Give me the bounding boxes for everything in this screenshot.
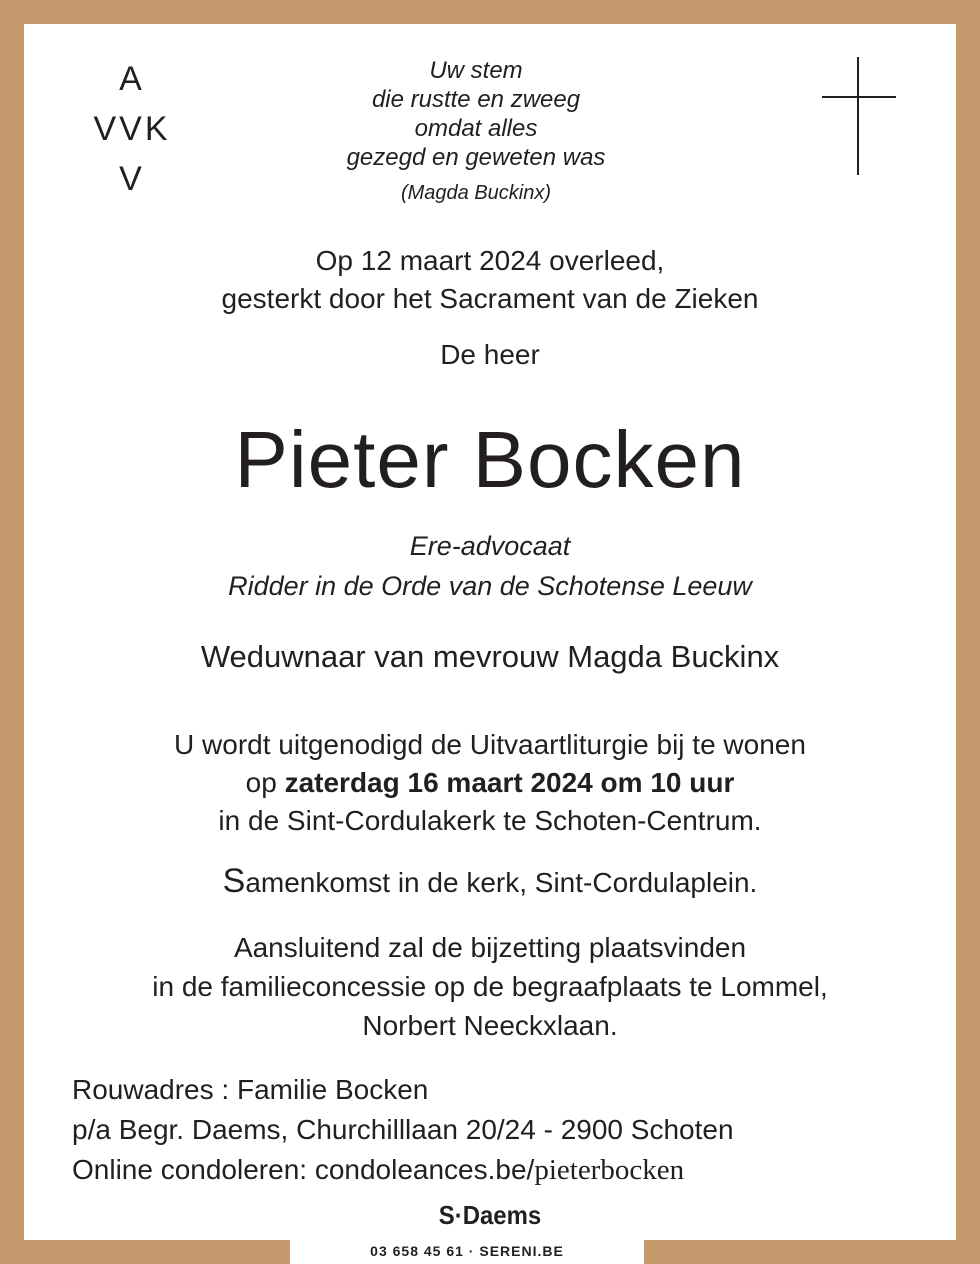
ceremony-date-line [24, 764, 956, 802]
poem-author: (Magda Buckinx) [400, 182, 552, 204]
ceremony-line: U wordt uitgenodigd de Uitvaartliturgie bij te wonen [174, 729, 806, 760]
deceased-name: Pieter Bocken [234, 415, 746, 504]
funeral-home-footer [290, 1240, 644, 1262]
ceremony-location: in de Sint-Cordulakerk te Schoten-Centrum. [218, 805, 762, 836]
burial-line: in de familieconcessie op de begraafplaats te Lommel, [152, 971, 828, 1002]
announcement-line: gesterkt door het Sacrament van de Zieken [221, 283, 759, 314]
burial-line: Norbert Neeckxlaan. [362, 1010, 618, 1041]
ceremony-datetime: zaterdag 16 maart 2024 om 10 uur [284, 767, 735, 798]
burial-line: Aansluitend zal de bijzetting plaatsvinden [233, 932, 747, 963]
obituary-card [24, 24, 956, 1240]
ceremony-invitation [24, 726, 956, 840]
monogram-line: A [119, 60, 145, 98]
condolence-slug[interactable]: pieterbocken [534, 1154, 685, 1186]
poem-line: Uw stem [429, 57, 523, 84]
contact-block [72, 1070, 932, 1190]
widower-line: Weduwnaar van mevrouw Magda Buckinx [200, 639, 780, 674]
care-of-address: p/a Begr. Daems, Churchilllaan 20/24 - 2900 Schoten [72, 1114, 734, 1145]
gathering-initial: S [222, 862, 246, 900]
death-announcement [24, 242, 956, 318]
announcement-line: Op 12 maart 2024 overleed, [315, 245, 665, 276]
website: SERENI.BE [479, 1243, 564, 1259]
funeral-home-logo: S·Daems [438, 1200, 542, 1230]
phone-number: 03 658 45 61 [370, 1243, 464, 1259]
cross-horizontal [822, 96, 896, 98]
footer-separator: · [468, 1243, 475, 1259]
condolence-prefix[interactable]: Online condoleren: condoleances.be/ [72, 1154, 535, 1185]
title-line: Ere-advocaat [409, 531, 571, 561]
poem-line: gezegd en geweten was [346, 144, 606, 171]
online-condolence[interactable] [72, 1150, 932, 1190]
mourning-address: Rouwadres : Familie Bocken [72, 1074, 429, 1105]
gathering-text: amenkomst in de kerk, Sint-Cordulaplein. [245, 867, 758, 898]
title-line: Ridder in de Orde van de Schotense Leeuw [228, 571, 752, 601]
burial-info [24, 928, 956, 1045]
avvkv-monogram [84, 54, 180, 204]
salutation: De heer [440, 339, 540, 370]
deceased-titles [24, 526, 956, 606]
poem [274, 56, 678, 172]
cross-vertical [857, 57, 859, 175]
gathering-line [24, 862, 956, 902]
poem-line: die rustte en zweeg [371, 86, 581, 113]
poem-line: omdat alles [414, 115, 538, 142]
monogram-line: VVK [93, 110, 171, 148]
monogram-line: V [119, 160, 145, 198]
ceremony-prefix: op [245, 767, 285, 798]
